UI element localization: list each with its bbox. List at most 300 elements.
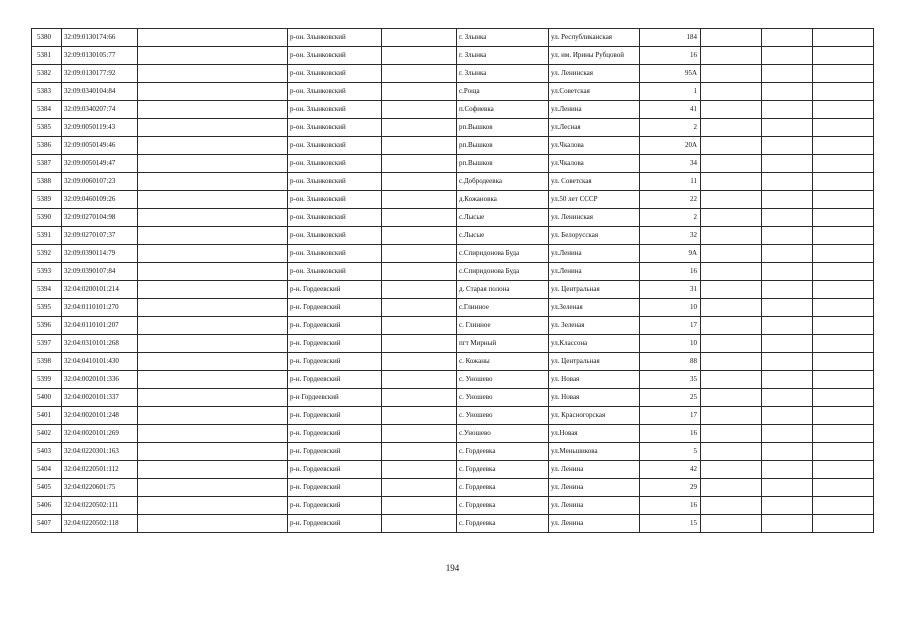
street-cell: ул. Белорусская [549,227,640,245]
house-number-cell: 11 [640,173,701,191]
empty-cell [762,155,813,173]
table-row [32,47,874,65]
empty-cell [701,353,762,371]
record-number-cell: 5398 [32,353,62,371]
empty-cell [138,209,288,227]
locality-cell: с. Кожаны [457,353,549,371]
locality-cell: с. Глинное [457,317,549,335]
empty-cell [382,479,457,497]
empty-cell [762,335,813,353]
record-number-cell: 5393 [32,263,62,281]
table-row [32,461,874,479]
table-row [32,173,874,191]
house-number-cell: 41 [640,101,701,119]
district-cell: р-н. Гордеевский [288,479,382,497]
empty-cell [138,227,288,245]
street-cell: ул.Ленина [549,245,640,263]
district-cell: р-он. Злынковский [288,47,382,65]
street-cell: ул.Советская [549,83,640,101]
locality-cell: г. Злынка [457,47,549,65]
locality-cell: с.Добродеевка [457,173,549,191]
locality-cell: с. Уношево [457,389,549,407]
house-number-cell: 35 [640,371,701,389]
empty-cell [138,155,288,173]
cadastral-number-cell: 32:04:0020101:336 [62,371,138,389]
empty-cell [762,497,813,515]
cadastral-number-cell: 32:09:0460109:26 [62,191,138,209]
cadastral-number-cell: 32:04:0110101:207 [62,317,138,335]
district-cell: р-он. Злынковский [288,263,382,281]
street-cell: ул. Красногорская [549,407,640,425]
empty-cell [813,173,874,191]
empty-cell [138,119,288,137]
empty-cell [382,191,457,209]
locality-cell: с.Глинное [457,299,549,317]
empty-cell [382,155,457,173]
empty-cell [701,65,762,83]
empty-cell [701,155,762,173]
record-number-cell: 5397 [32,335,62,353]
empty-cell [382,137,457,155]
record-number-cell: 5390 [32,209,62,227]
cadastral-number-cell: 32:04:0110101:270 [62,299,138,317]
cadastral-number-cell: 32:09:0390114:79 [62,245,138,263]
house-number-cell: 5 [640,443,701,461]
house-number-cell: 15 [640,515,701,533]
street-cell: ул. Новая [549,371,640,389]
table-row [32,245,874,263]
empty-cell [138,461,288,479]
record-number-cell: 5387 [32,155,62,173]
empty-cell [382,281,457,299]
house-number-cell: 184 [640,29,701,47]
table-row [32,101,874,119]
empty-cell [701,119,762,137]
table-row [32,83,874,101]
empty-cell [138,497,288,515]
house-number-cell: 42 [640,461,701,479]
table-row [32,119,874,137]
empty-cell [382,209,457,227]
empty-cell [701,227,762,245]
empty-cell [813,65,874,83]
table-row [32,29,874,47]
district-cell: р-он. Злынковский [288,83,382,101]
street-cell: ул. Республиканская [549,29,640,47]
empty-cell [813,209,874,227]
empty-cell [701,29,762,47]
district-cell: р-н Гордеевский [288,389,382,407]
empty-cell [138,47,288,65]
empty-cell [382,119,457,137]
empty-cell [813,119,874,137]
empty-cell [762,47,813,65]
empty-cell [382,425,457,443]
district-cell: р-он. Злынковский [288,65,382,83]
empty-cell [762,65,813,83]
street-cell: ул.50 лет СССР [549,191,640,209]
empty-cell [382,227,457,245]
street-cell: ул.Классона [549,335,640,353]
locality-cell: с.Спиридонова Буда [457,245,549,263]
table-row [32,515,874,533]
empty-cell [762,515,813,533]
street-cell: ул.Новая [549,425,640,443]
table-row [32,497,874,515]
house-number-cell: 20А [640,137,701,155]
record-number-cell: 5404 [32,461,62,479]
record-number-cell: 5402 [32,425,62,443]
table-row [32,209,874,227]
empty-cell [138,245,288,263]
locality-cell: д. Старая полона [457,281,549,299]
record-number-cell: 5381 [32,47,62,65]
empty-cell [813,83,874,101]
district-cell: р-он. Злынковский [288,191,382,209]
cadastral-number-cell: 32:04:0200101:214 [62,281,138,299]
empty-cell [762,137,813,155]
empty-cell [701,515,762,533]
street-cell: ул.Чкалова [549,155,640,173]
empty-cell [138,101,288,119]
empty-cell [701,173,762,191]
house-number-cell: 16 [640,47,701,65]
cadastral-number-cell: 32:04:0020101:248 [62,407,138,425]
empty-cell [701,461,762,479]
cadastral-number-cell: 32:09:0270104:98 [62,209,138,227]
empty-cell [762,461,813,479]
empty-cell [813,335,874,353]
empty-cell [382,371,457,389]
house-number-cell: 16 [640,263,701,281]
empty-cell [813,47,874,65]
table-row [32,389,874,407]
empty-cell [701,137,762,155]
empty-cell [813,389,874,407]
house-number-cell: 32 [640,227,701,245]
district-cell: р-н. Гордеевский [288,335,382,353]
district-cell: р-н. Гордеевский [288,281,382,299]
empty-cell [382,407,457,425]
empty-cell [382,173,457,191]
locality-cell: рп.Вышков [457,137,549,155]
record-number-cell: 5383 [32,83,62,101]
empty-cell [762,353,813,371]
empty-cell [382,515,457,533]
empty-cell [138,173,288,191]
empty-cell [382,299,457,317]
cadastral-number-cell: 32:09:0340104:84 [62,83,138,101]
locality-cell: с. Уношево [457,407,549,425]
empty-cell [813,299,874,317]
record-number-cell: 5392 [32,245,62,263]
street-cell: ул.Ленина [549,263,640,281]
cadastral-number-cell: 32:09:0060107:23 [62,173,138,191]
street-cell: ул. Центральная [549,353,640,371]
district-cell: р-он. Злынковский [288,101,382,119]
record-number-cell: 5380 [32,29,62,47]
house-number-cell: 9А [640,245,701,263]
empty-cell [382,47,457,65]
house-number-cell: 10 [640,335,701,353]
table-row [32,371,874,389]
empty-cell [762,263,813,281]
empty-cell [813,497,874,515]
locality-cell: д.Кожановка [457,191,549,209]
empty-cell [762,209,813,227]
empty-cell [382,245,457,263]
empty-cell [762,299,813,317]
street-cell: ул.Лесная [549,119,640,137]
district-cell: р-он. Злынковский [288,155,382,173]
cadastral-number-cell: 32:04:0220502:118 [62,515,138,533]
record-number-cell: 5384 [32,101,62,119]
locality-cell: с.Лысые [457,227,549,245]
empty-cell [138,317,288,335]
table-row [32,425,874,443]
house-number-cell: 25 [640,389,701,407]
empty-cell [701,191,762,209]
record-number-cell: 5386 [32,137,62,155]
record-number-cell: 5400 [32,389,62,407]
table-row [32,281,874,299]
empty-cell [762,119,813,137]
locality-cell: п.Софиевка [457,101,549,119]
house-number-cell: 29 [640,479,701,497]
district-cell: р-н. Гордеевский [288,443,382,461]
empty-cell [382,461,457,479]
locality-cell: с. Уношево [457,371,549,389]
empty-cell [813,353,874,371]
empty-cell [138,371,288,389]
register-rows [32,29,874,533]
cadastral-number-cell: 32:04:0220601:75 [62,479,138,497]
empty-cell [813,443,874,461]
house-number-cell: 95А [640,65,701,83]
table-row [32,227,874,245]
empty-cell [382,101,457,119]
empty-cell [701,407,762,425]
street-cell: ул.Ленина [549,101,640,119]
empty-cell [701,389,762,407]
district-cell: р-он. Злынковский [288,137,382,155]
locality-cell: рп.Вышков [457,155,549,173]
street-cell: ул. Ленина [549,479,640,497]
table-row [32,65,874,83]
cadastral-number-cell: 32:09:0340207:74 [62,101,138,119]
cadastral-number-cell: 32:04:0220502:111 [62,497,138,515]
street-cell: ул. Ленина [549,461,640,479]
street-cell: ул. им. Ирины Рубцовой [549,47,640,65]
empty-cell [382,335,457,353]
empty-cell [701,443,762,461]
record-number-cell: 5396 [32,317,62,335]
empty-cell [813,461,874,479]
empty-cell [138,29,288,47]
empty-cell [701,245,762,263]
empty-cell [382,497,457,515]
street-cell: ул. Зеленая [549,317,640,335]
street-cell: ул. Ленина [549,515,640,533]
locality-cell: с.Уношево [457,425,549,443]
empty-cell [701,425,762,443]
district-cell: р-н. Гордеевский [288,515,382,533]
locality-cell: с.Лысые [457,209,549,227]
cadastral-number-cell: 32:04:0220501:112 [62,461,138,479]
empty-cell [762,29,813,47]
street-cell: ул.Зеленая [549,299,640,317]
empty-cell [701,335,762,353]
house-number-cell: 34 [640,155,701,173]
locality-cell: с. Гордеевка [457,479,549,497]
locality-cell: пгт Мирный [457,335,549,353]
house-number-cell: 31 [640,281,701,299]
page-number: 194 [445,563,460,573]
district-cell: р-н. Гордеевский [288,497,382,515]
empty-cell [138,353,288,371]
empty-cell [701,371,762,389]
house-number-cell: 17 [640,407,701,425]
empty-cell [762,389,813,407]
house-number-cell: 88 [640,353,701,371]
district-cell: р-он. Злынковский [288,245,382,263]
empty-cell [138,515,288,533]
district-cell: р-н. Гордеевский [288,407,382,425]
empty-cell [813,281,874,299]
empty-cell [382,83,457,101]
register-table [31,28,874,533]
table-row [32,137,874,155]
empty-cell [138,263,288,281]
empty-cell [701,101,762,119]
street-cell: ул.Меньшикова [549,443,640,461]
empty-cell [138,137,288,155]
locality-cell: с. Гордеевка [457,443,549,461]
empty-cell [382,353,457,371]
district-cell: р-он. Злынковский [288,119,382,137]
locality-cell: г. Злынка [457,29,549,47]
record-number-cell: 5388 [32,173,62,191]
district-cell: р-н. Гордеевский [288,371,382,389]
empty-cell [762,371,813,389]
table-row [32,335,874,353]
empty-cell [138,83,288,101]
table-row [32,299,874,317]
empty-cell [762,101,813,119]
record-number-cell: 5405 [32,479,62,497]
empty-cell [813,29,874,47]
cadastral-number-cell: 32:04:0410101:430 [62,353,138,371]
table-row [32,407,874,425]
house-number-cell: 16 [640,425,701,443]
record-number-cell: 5406 [32,497,62,515]
district-cell: р-он. Злынковский [288,29,382,47]
street-cell: ул. Новая [549,389,640,407]
district-cell: р-н. Гордеевский [288,353,382,371]
record-number-cell: 5407 [32,515,62,533]
empty-cell [813,425,874,443]
empty-cell [762,227,813,245]
empty-cell [382,263,457,281]
empty-cell [701,47,762,65]
empty-cell [813,371,874,389]
record-number-cell: 5403 [32,443,62,461]
empty-cell [138,479,288,497]
table-row [32,443,874,461]
empty-cell [382,65,457,83]
empty-cell [813,515,874,533]
empty-cell [813,317,874,335]
cadastral-number-cell: 32:04:0220301:163 [62,443,138,461]
empty-cell [701,479,762,497]
district-cell: р-н. Гордеевский [288,299,382,317]
district-cell: р-н. Гордеевский [288,317,382,335]
empty-cell [813,155,874,173]
empty-cell [701,299,762,317]
empty-cell [138,425,288,443]
cadastral-number-cell: 32:04:0020101:269 [62,425,138,443]
cadastral-number-cell: 32:09:0130174:66 [62,29,138,47]
cadastral-number-cell: 32:09:0130105:77 [62,47,138,65]
empty-cell [138,389,288,407]
empty-cell [701,317,762,335]
district-cell: р-он. Злынковский [288,227,382,245]
empty-cell [701,209,762,227]
empty-cell [138,281,288,299]
empty-cell [382,317,457,335]
street-cell: ул. Ленинская [549,209,640,227]
cadastral-number-cell: 32:09:0050149:46 [62,137,138,155]
empty-cell [138,407,288,425]
street-cell: ул. Ленина [549,497,640,515]
cadastral-number-cell: 32:09:0390107:84 [62,263,138,281]
cadastral-number-cell: 32:09:0050149:47 [62,155,138,173]
table-row [32,191,874,209]
house-number-cell: 16 [640,497,701,515]
locality-cell: с.Спиридонова Буда [457,263,549,281]
locality-cell: с. Гордеевка [457,515,549,533]
empty-cell [762,281,813,299]
empty-cell [762,407,813,425]
empty-cell [762,83,813,101]
locality-cell: с.Роща [457,83,549,101]
table-row [32,479,874,497]
empty-cell [138,65,288,83]
empty-cell [762,425,813,443]
house-number-cell: 10 [640,299,701,317]
record-number-cell: 5399 [32,371,62,389]
empty-cell [813,227,874,245]
empty-cell [762,191,813,209]
empty-cell [701,281,762,299]
empty-cell [138,191,288,209]
empty-cell [382,29,457,47]
table-row [32,155,874,173]
empty-cell [762,173,813,191]
empty-cell [813,479,874,497]
empty-cell [813,245,874,263]
empty-cell [813,191,874,209]
empty-cell [813,407,874,425]
table-row [32,263,874,281]
empty-cell [762,245,813,263]
district-cell: р-н. Гордеевский [288,461,382,479]
cadastral-number-cell: 32:04:0310101:268 [62,335,138,353]
street-cell: ул.Чкалова [549,137,640,155]
table-row [32,353,874,371]
empty-cell [701,263,762,281]
empty-cell [813,101,874,119]
